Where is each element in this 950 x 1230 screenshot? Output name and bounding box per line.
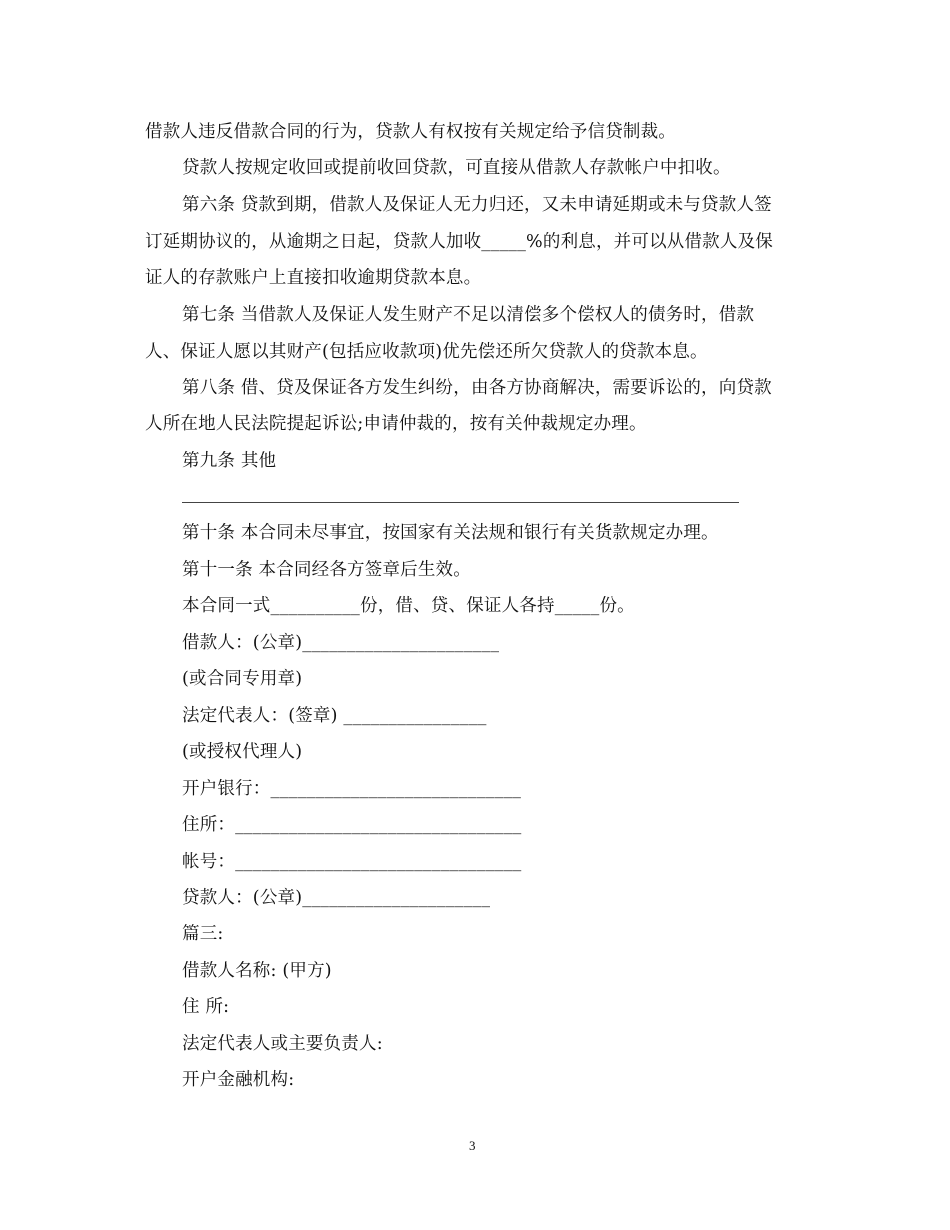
agent-note: (或授权代理人) xyxy=(182,742,303,762)
section-heading: 篇三: xyxy=(182,924,224,944)
legal-rep-field: 法定代表人：(签章) ________________ xyxy=(182,706,487,726)
article-7-line-2: 人、保证人愿以其财产(包括应收款项)优先偿还所欠贷款人的贷款本息。 xyxy=(145,342,708,362)
copies-clause: 本合同一式__________份，借、贷、保证人各持_____份。 xyxy=(182,596,635,616)
contract-seal-note: (或合同专用章) xyxy=(182,669,303,689)
page-number: 3 xyxy=(469,1138,476,1153)
paragraph-line: 贷款人按规定收回或提前收回贷款，可直接从借款人存款帐户中扣收。 xyxy=(182,158,731,178)
blank-fill-line xyxy=(182,502,739,503)
bank-field: 开户银行：____________________________ xyxy=(182,779,522,799)
lender-seal-field: 贷款人：(公章)_____________________ xyxy=(182,888,491,908)
article-11: 第十一条 本合同经各方签章后生效。 xyxy=(182,560,471,580)
article-8-line-1: 第八条 借、贷及保证各方发生纠纷，由各方协商解决，需要诉讼的，向贷款 xyxy=(182,378,772,398)
account-field: 帐号：________________________________ xyxy=(182,852,522,872)
article-6-line-3: 证人的存款账户上直接扣收逾期贷款本息。 xyxy=(145,268,482,288)
article-6-line-1: 第六条 贷款到期，借款人及保证人无力归还，又未申请延期或未与贷款人签 xyxy=(182,195,772,215)
legal-rep-or-head-field: 法定代表人或主要负责人: xyxy=(182,1034,383,1054)
article-6-line-2: 订延期协议的，从逾期之日起，贷款人加收_____%的利息，并可以从借款人及保 xyxy=(145,232,773,252)
financial-institution-field: 开户金融机构: xyxy=(182,1070,295,1090)
borrower-seal-field: 借款人：(公章)______________________ xyxy=(182,633,500,653)
article-7-line-1: 第七条 当借款人及保证人发生财产不足以清偿多个偿权人的债务时，借款 xyxy=(182,305,755,325)
borrower-name-field: 借款人名称: (甲方) xyxy=(182,961,332,981)
address-field: 住所：________________________________ xyxy=(182,815,522,835)
article-9-heading: 第九条 其他 xyxy=(182,451,277,471)
paragraph-line: 借款人违反借款合同的行为，贷款人有权按有关规定给予信贷制裁。 xyxy=(145,122,676,142)
article-10: 第十条 本合同未尽事宜，按国家有关法规和银行有关货款规定办理。 xyxy=(182,523,719,543)
residence-field: 住 所: xyxy=(182,997,230,1017)
article-8-line-2: 人所在地人民法院提起诉讼;申请仲裁的，按有关仲裁规定办理。 xyxy=(145,414,647,434)
